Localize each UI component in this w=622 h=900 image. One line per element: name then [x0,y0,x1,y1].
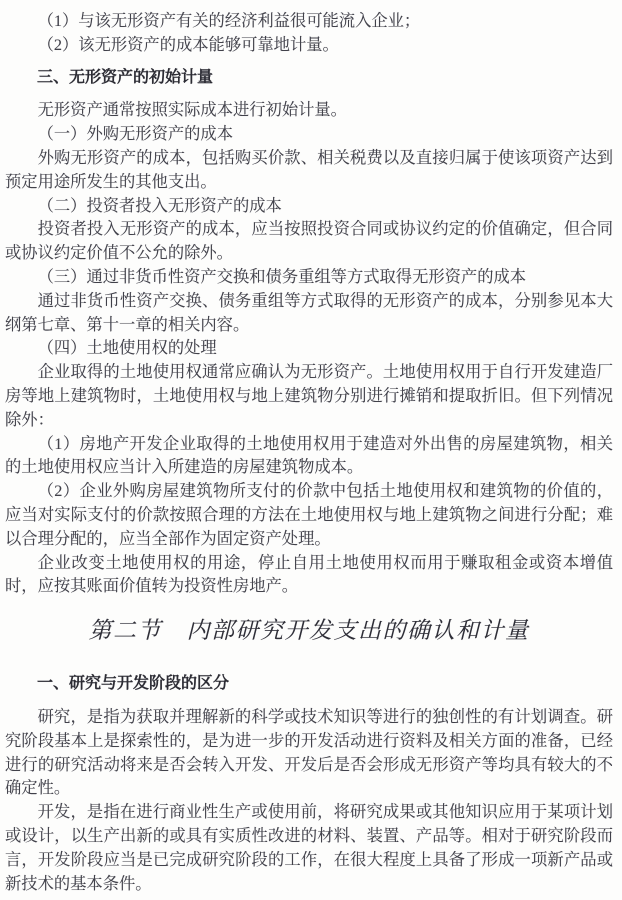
paragraph: 研究，是指为获取并理解新的科学或技术知识等进行的独创性的有计划调查。研究阶段基本上是探索性的，是为进一步的开发活动进行资料及相关方面的准备，已经进行的研究活动将来是否会转入开发、开发后是否会形成无形资产等均具有较大的不确定性。 [5,706,613,798]
list-item: （1）与该无形资产有关的经济利益很可能流入企业； [37,11,421,30]
paragraph: 企业取得的土地使用权通常应确认为无形资产。土地使用权用于自行开发建造厂房等地上建筑物时，土地使用权与地上建筑物分别进行摊销和提取折旧。但下列情况除外： [5,362,613,429]
paragraph: （一）外购无形资产的成本 [37,124,233,144]
subsection-heading: 一、研究与开发阶段的区分 [37,675,230,693]
paragraph: （三）通过非货币性资产交换和债务重组等方式取得无形资产的成本 [37,266,527,286]
paragraph: （二）投资者投入无形资产的成本 [37,195,282,215]
paragraph: （四）土地使用权的处理 [37,338,217,358]
paragraph: （1）房地产开发企业取得的土地使用权用于建造对外出售的房屋建筑物，相关的土地使用权应当计入所建造的房屋建筑物成本。 [5,433,613,477]
paragraph: 通过非货币性资产交换、债务重组等方式取得的无形资产的成本，分别参见本大纲第七章、第十一章的相关内容。 [5,290,613,334]
paragraph: 外购无形资产的成本，包括购买价款、相关税费以及直接归属于使该项资产达到预定用途所发生的其他支出。 [5,147,613,191]
section-title: 第二节 内部研究开发支出的确认和计量 [88,618,530,644]
list-item: （2）该无形资产的成本能够可靠地计量。 [37,34,339,54]
subsection-heading: 三、无形资产的初始计量 [37,68,214,86]
paragraph: 投资者投入无形资产的成本，应当按照投资合同或协议约定的价值确定，但合同或协议约定价值不公允的除外。 [5,219,613,263]
paragraph: 企业改变土地使用权的用途，停止自用土地使用权而用于赚取租金或资本增值时，应按其账面价值转为投资性房地产。 [5,552,613,596]
paragraph: 无形资产通常按照实际成本进行初始计量。 [37,100,347,120]
paragraph: 开发，是指在进行商业性生产或使用前，将研究成果或其他知识应用于某项计划或设计，以生产出新的或具有实质性改进的材料、装置、产品等。相对于研究阶段而言，开发阶段应当是已完成研究阶段的工作，在很大程度上具备了形成一项新产品或新技术的基本条件。 [5,802,613,893]
paragraph: （2）企业外购房屋建筑物所支付的价款中包括土地使用权和建筑物的价值的，应当对实际支付的价款按照合理的方法在土地使用权与地上建筑物之间进行分配；难以合理分配的，应当全部作为固定资产处理。 [5,481,613,548]
